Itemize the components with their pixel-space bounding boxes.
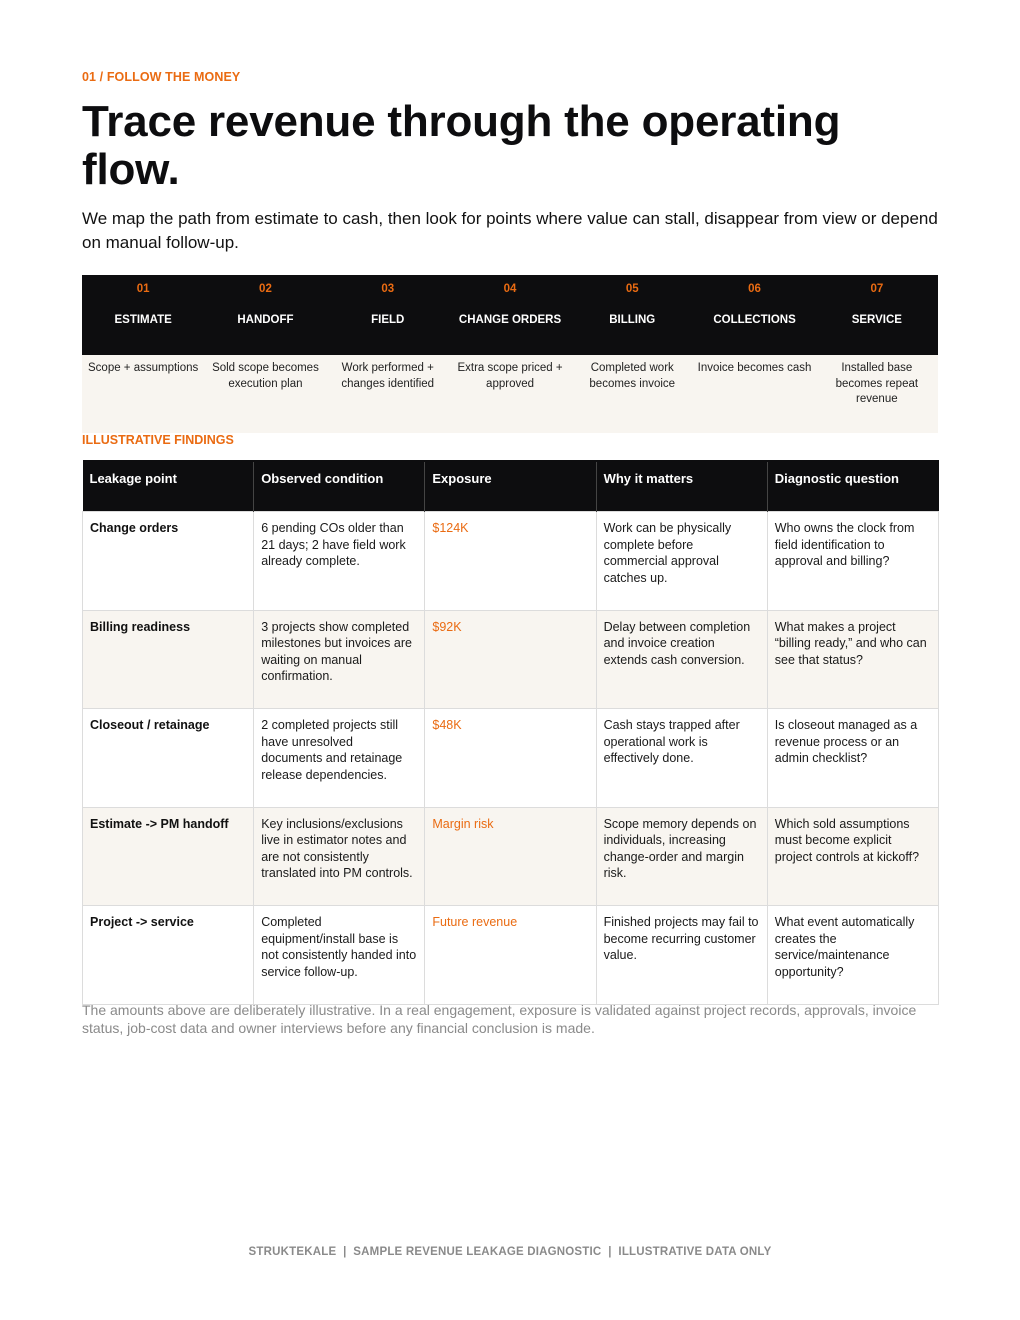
stage-name: ESTIMATE (114, 314, 172, 326)
table-header-row (83, 461, 939, 512)
column-header-why-it-matters: Why it matters (596, 461, 767, 512)
leakage-point-cell: Change orders (83, 512, 254, 611)
table-row (83, 906, 939, 1005)
flow-stage-billing (571, 275, 693, 433)
flow-stage-estimate (82, 275, 204, 433)
why-it-matters-cell: Delay between completion and invoice creation extends cash conversion. (596, 610, 767, 709)
page-footer (0, 1246, 1020, 1258)
stage-name: FIELD (371, 314, 405, 326)
diagnostic-question-cell: What makes a project “billing ready,” and who can see that status? (767, 610, 938, 709)
flow-stage-collections (693, 275, 815, 433)
leakage-point-cell: Closeout / retainage (83, 709, 254, 808)
exposure-cell: $124K (425, 512, 596, 611)
page-title: Trace revenue through the operating flow. (82, 97, 841, 194)
stage-description: Invoice becomes cash (697, 362, 812, 374)
diagnostic-question-cell: Who owns the clock from field identification to approval and billing? (767, 512, 938, 611)
disclaimer-note: The amounts above are deliberately illustrative. In a real engagement, exposure is validated against project records, approvals, invoice status, job-cost data and owner interviews before any financial conclusion is made. (82, 1002, 917, 1036)
column-header-exposure: Exposure (425, 461, 596, 512)
leakage-point-cell: Estimate -> PM handoff (83, 807, 254, 906)
stage-description: Installed base becomes repeat revenue (835, 362, 919, 405)
stage-number: 02 (259, 283, 272, 295)
stage-number: 01 (136, 283, 150, 295)
findings-label: ILLUSTRATIVE FINDINGS (82, 433, 234, 447)
exposure-cell: $48K (425, 709, 596, 808)
stage-number: 03 (381, 283, 395, 295)
stage-description: Extra scope priced + approved (457, 362, 563, 390)
table-row (83, 610, 939, 709)
flow-stage-change-orders (449, 275, 571, 433)
diagnostic-question-cell: Is closeout managed as a revenue process or an admin checklist? (767, 709, 938, 808)
observed-condition-cell: 6 pending COs older than 21 days; 2 have field work already complete. (254, 512, 425, 611)
stage-description: Sold scope becomes execution plan (212, 362, 319, 390)
findings-table (82, 460, 939, 1005)
exposure-cell: Margin risk (425, 807, 596, 906)
column-header-observed-condition: Observed condition (254, 461, 425, 512)
stage-description: Completed work becomes invoice (589, 362, 676, 390)
diagnostic-question-cell: Which sold assumptions must become explicit project controls at kickoff? (767, 807, 938, 906)
stage-number: 07 (870, 283, 884, 295)
table-row (83, 709, 939, 808)
table-row (83, 807, 939, 906)
stage-name: BILLING (609, 314, 656, 326)
section-eyebrow: 01 / FOLLOW THE MONEY (82, 70, 241, 84)
table-row (83, 512, 939, 611)
stage-number: 06 (748, 283, 761, 295)
exposure-cell: Future revenue (425, 906, 596, 1005)
intro-paragraph: We map the path from estimate to cash, then look for points where value can stall, disappear from view or depend on manual follow-up. (82, 209, 938, 252)
observed-condition-cell: 2 completed projects still have unresolved documents and retainage release dependencies. (254, 709, 425, 808)
exposure-cell: $92K (425, 610, 596, 709)
stage-name: SERVICE (851, 314, 902, 326)
column-header-diagnostic-question: Diagnostic question (767, 461, 938, 512)
leakage-point-cell: Project -> service (83, 906, 254, 1005)
flow-stage-service (816, 275, 938, 433)
stage-name: COLLECTIONS (713, 314, 796, 326)
stage-description: Work performed + changes identified (341, 362, 435, 390)
flow-stage-field (327, 275, 449, 433)
footer-text: STRUKTEKALE | SAMPLE REVENUE LEAKAGE DIAGNOSTIC | ILLUSTRATIVE DATA ONLY (248, 1246, 772, 1258)
why-it-matters-cell: Finished projects may fail to become recurring customer value. (596, 906, 767, 1005)
stage-description: Scope + assumptions (88, 362, 199, 374)
stage-name: HANDOFF (237, 314, 294, 326)
observed-condition-cell: 3 projects show completed milestones but invoices are waiting on manual confirmation. (254, 610, 425, 709)
leakage-point-cell: Billing readiness (83, 610, 254, 709)
operating-flow (82, 275, 938, 433)
stage-name: CHANGE ORDERS (458, 314, 562, 326)
why-it-matters-cell: Cash stays trapped after operational work is effectively done. (596, 709, 767, 808)
column-header-leakage-point: Leakage point (83, 461, 254, 512)
why-it-matters-cell: Scope memory depends on individuals, increasing change-order and margin risk. (596, 807, 767, 906)
diagnostic-question-cell: What event automatically creates the service/maintenance opportunity? (767, 906, 938, 1005)
stage-number: 05 (625, 283, 639, 295)
stage-number: 04 (503, 283, 517, 295)
why-it-matters-cell: Work can be physically complete before commercial approval catches up. (596, 512, 767, 611)
observed-condition-cell: Key inclusions/exclusions live in estimator notes and are not consistently translated into PM controls. (254, 807, 425, 906)
flow-stage-handoff (204, 275, 326, 433)
observed-condition-cell: Completed equipment/install base is not consistently handed into service follow-up. (254, 906, 425, 1005)
